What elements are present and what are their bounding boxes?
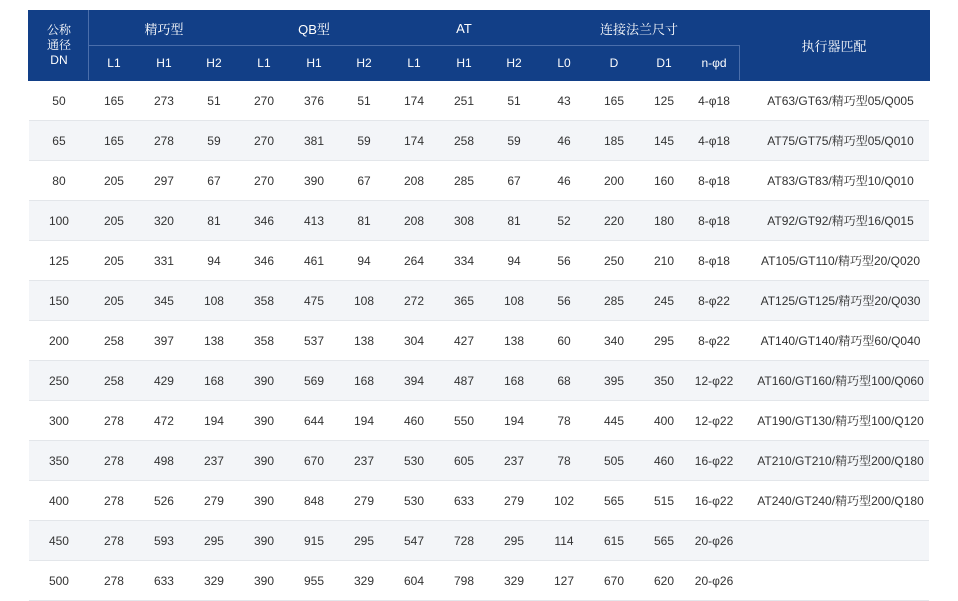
cell-dn: 125 <box>29 241 89 281</box>
cell-value: 165 <box>89 121 139 161</box>
cell-value: 285 <box>589 281 639 321</box>
cell-value: 397 <box>139 321 189 361</box>
specification-table <box>28 10 929 601</box>
cell-value: 505 <box>589 441 639 481</box>
cell-value: 59 <box>339 121 389 161</box>
cell-value: 56 <box>539 281 589 321</box>
cell-value: 16-φ22 <box>689 441 739 481</box>
cell-value: 515 <box>639 481 689 521</box>
cell-actuator <box>739 561 929 601</box>
header-line-2: 通径 <box>46 38 71 52</box>
subheader-qb-h1: H1 <box>289 46 339 81</box>
cell-value: 205 <box>89 241 139 281</box>
cell-value: 258 <box>89 321 139 361</box>
cell-value: 60 <box>539 321 589 361</box>
cell-value: 633 <box>439 481 489 521</box>
cell-value: 250 <box>589 241 639 281</box>
cell-value: 279 <box>339 481 389 521</box>
cell-value: 205 <box>89 201 139 241</box>
cell-value: 278 <box>89 521 139 561</box>
cell-value: 174 <box>389 81 439 121</box>
cell-value: 245 <box>639 281 689 321</box>
cell-value: 125 <box>639 81 689 121</box>
cell-value: 358 <box>239 321 289 361</box>
cell-value: 208 <box>389 161 439 201</box>
cell-actuator: AT140/GT140/精巧型60/Q040 <box>739 321 929 361</box>
cell-value: 390 <box>239 441 289 481</box>
cell-value: 145 <box>639 121 689 161</box>
cell-value: 530 <box>389 441 439 481</box>
cell-value: 565 <box>589 481 639 521</box>
table-row <box>29 321 929 361</box>
cell-value: 381 <box>289 121 339 161</box>
cell-value: 304 <box>389 321 439 361</box>
cell-value: 346 <box>239 241 289 281</box>
cell-dn: 400 <box>29 481 89 521</box>
cell-dn: 300 <box>29 401 89 441</box>
table-row <box>29 81 929 121</box>
cell-value: 848 <box>289 481 339 521</box>
table-row <box>29 481 929 521</box>
group-header-compact: 精巧型 <box>89 11 239 46</box>
cell-value: 108 <box>339 281 389 321</box>
cell-value: 67 <box>489 161 539 201</box>
cell-value: 331 <box>139 241 189 281</box>
cell-actuator: AT83/GT83/精巧型10/Q010 <box>739 161 929 201</box>
cell-value: 526 <box>139 481 189 521</box>
cell-dn: 200 <box>29 321 89 361</box>
cell-value: 12-φ22 <box>689 401 739 441</box>
cell-value: 251 <box>439 81 489 121</box>
cell-value: 569 <box>289 361 339 401</box>
group-header-flange: 连接法兰尺寸 <box>539 11 739 46</box>
cell-value: 390 <box>289 161 339 201</box>
cell-actuator: AT240/GT240/精巧型200/Q180 <box>739 481 929 521</box>
cell-value: 51 <box>339 81 389 121</box>
cell-value: 59 <box>489 121 539 161</box>
cell-value: 200 <box>589 161 639 201</box>
cell-value: 67 <box>189 161 239 201</box>
cell-value: 537 <box>289 321 339 361</box>
cell-value: 108 <box>489 281 539 321</box>
cell-value: 394 <box>389 361 439 401</box>
cell-value: 237 <box>489 441 539 481</box>
cell-actuator: AT125/GT125/精巧型20/Q030 <box>739 281 929 321</box>
cell-value: 593 <box>139 521 189 561</box>
cell-value: 51 <box>189 81 239 121</box>
cell-value: 376 <box>289 81 339 121</box>
table-row <box>29 121 929 161</box>
subheader-compact-h1: H1 <box>139 46 189 81</box>
group-header-at: AT <box>389 11 539 46</box>
cell-value: 604 <box>389 561 439 601</box>
cell-value: 461 <box>289 241 339 281</box>
table-row <box>29 281 929 321</box>
cell-dn: 350 <box>29 441 89 481</box>
cell-value: 633 <box>139 561 189 601</box>
cell-value: 620 <box>639 561 689 601</box>
cell-value: 8-φ22 <box>689 281 739 321</box>
table-row <box>29 521 929 561</box>
cell-value: 728 <box>439 521 489 561</box>
cell-value: 530 <box>389 481 439 521</box>
cell-value: 4-φ18 <box>689 81 739 121</box>
cell-value: 390 <box>239 521 289 561</box>
cell-value: 644 <box>289 401 339 441</box>
cell-value: 605 <box>439 441 489 481</box>
cell-value: 194 <box>489 401 539 441</box>
cell-value: 279 <box>189 481 239 521</box>
subheader-qb-l1: L1 <box>239 46 289 81</box>
cell-value: 329 <box>339 561 389 601</box>
cell-value: 498 <box>139 441 189 481</box>
table-row <box>29 241 929 281</box>
cell-value: 270 <box>239 161 289 201</box>
table-row <box>29 441 929 481</box>
cell-value: 358 <box>239 281 289 321</box>
cell-dn: 450 <box>29 521 89 561</box>
subheader-compact-h2: H2 <box>189 46 239 81</box>
cell-value: 279 <box>489 481 539 521</box>
cell-value: 345 <box>139 281 189 321</box>
cell-dn: 50 <box>29 81 89 121</box>
cell-value: 12-φ22 <box>689 361 739 401</box>
subheader-flange-l0: L0 <box>539 46 589 81</box>
cell-value: 270 <box>239 81 289 121</box>
table-header <box>29 11 929 81</box>
cell-value: 220 <box>589 201 639 241</box>
cell-value: 670 <box>289 441 339 481</box>
table-row <box>29 361 929 401</box>
cell-value: 56 <box>539 241 589 281</box>
cell-value: 52 <box>539 201 589 241</box>
cell-value: 295 <box>639 321 689 361</box>
header-line-1: 公称 <box>46 23 71 37</box>
cell-value: 278 <box>89 441 139 481</box>
cell-value: 390 <box>239 481 289 521</box>
cell-value: 81 <box>339 201 389 241</box>
cell-value: 78 <box>539 401 589 441</box>
cell-value: 20-φ26 <box>689 561 739 601</box>
cell-value: 138 <box>339 321 389 361</box>
header-line-3: DN <box>50 53 68 67</box>
cell-dn: 500 <box>29 561 89 601</box>
subheader-qb-h2: H2 <box>339 46 389 81</box>
table-row <box>29 161 929 201</box>
cell-value: 208 <box>389 201 439 241</box>
cell-value: 94 <box>189 241 239 281</box>
cell-actuator: AT190/GT130/精巧型100/Q120 <box>739 401 929 441</box>
cell-value: 264 <box>389 241 439 281</box>
cell-value: 185 <box>589 121 639 161</box>
cell-value: 81 <box>489 201 539 241</box>
cell-value: 413 <box>289 201 339 241</box>
cell-value: 460 <box>389 401 439 441</box>
cell-value: 205 <box>89 161 139 201</box>
subheader-at-h2: H2 <box>489 46 539 81</box>
cell-value: 475 <box>289 281 339 321</box>
cell-value: 472 <box>139 401 189 441</box>
cell-value: 237 <box>339 441 389 481</box>
cell-value: 81 <box>189 201 239 241</box>
cell-value: 278 <box>139 121 189 161</box>
table-row <box>29 201 929 241</box>
cell-value: 445 <box>589 401 639 441</box>
subheader-at-h1: H1 <box>439 46 489 81</box>
cell-value: 59 <box>189 121 239 161</box>
cell-value: 295 <box>189 521 239 561</box>
cell-value: 67 <box>339 161 389 201</box>
cell-value: 427 <box>439 321 489 361</box>
cell-value: 205 <box>89 281 139 321</box>
table-row <box>29 561 929 601</box>
cell-value: 429 <box>139 361 189 401</box>
cell-dn: 150 <box>29 281 89 321</box>
cell-value: 390 <box>239 401 289 441</box>
cell-value: 278 <box>89 561 139 601</box>
cell-value: 295 <box>339 521 389 561</box>
cell-value: 8-φ18 <box>689 241 739 281</box>
cell-value: 127 <box>539 561 589 601</box>
cell-value: 43 <box>539 81 589 121</box>
cell-value: 487 <box>439 361 489 401</box>
cell-value: 615 <box>589 521 639 561</box>
cell-value: 114 <box>539 521 589 561</box>
subheader-at-l1: L1 <box>389 46 439 81</box>
cell-value: 390 <box>239 361 289 401</box>
cell-value: 210 <box>639 241 689 281</box>
cell-value: 78 <box>539 441 589 481</box>
cell-value: 270 <box>239 121 289 161</box>
cell-value: 955 <box>289 561 339 601</box>
cell-value: 258 <box>439 121 489 161</box>
cell-value: 278 <box>89 481 139 521</box>
cell-value: 460 <box>639 441 689 481</box>
cell-value: 346 <box>239 201 289 241</box>
header-nominal-diameter <box>29 11 89 81</box>
cell-value: 258 <box>89 361 139 401</box>
subheader-flange-d: D <box>589 46 639 81</box>
cell-value: 108 <box>189 281 239 321</box>
cell-dn: 80 <box>29 161 89 201</box>
cell-value: 390 <box>239 561 289 601</box>
cell-value: 350 <box>639 361 689 401</box>
cell-dn: 250 <box>29 361 89 401</box>
cell-actuator <box>739 521 929 561</box>
cell-value: 329 <box>489 561 539 601</box>
cell-value: 547 <box>389 521 439 561</box>
cell-value: 334 <box>439 241 489 281</box>
cell-value: 138 <box>489 321 539 361</box>
cell-value: 395 <box>589 361 639 401</box>
cell-value: 340 <box>589 321 639 361</box>
cell-actuator: AT63/GT63/精巧型05/Q005 <box>739 81 929 121</box>
header-actuator-match: 执行器匹配 <box>739 11 929 81</box>
cell-value: 400 <box>639 401 689 441</box>
cell-value: 365 <box>439 281 489 321</box>
cell-value: 278 <box>89 401 139 441</box>
cell-value: 308 <box>439 201 489 241</box>
cell-actuator: AT92/GT92/精巧型16/Q015 <box>739 201 929 241</box>
cell-value: 237 <box>189 441 239 481</box>
cell-value: 272 <box>389 281 439 321</box>
subheader-flange-nd: n-φd <box>689 46 739 81</box>
cell-value: 295 <box>489 521 539 561</box>
cell-value: 51 <box>489 81 539 121</box>
table-row <box>29 401 929 441</box>
cell-value: 194 <box>339 401 389 441</box>
subheader-compact-l1: L1 <box>89 46 139 81</box>
cell-value: 16-φ22 <box>689 481 739 521</box>
cell-value: 168 <box>339 361 389 401</box>
cell-value: 168 <box>489 361 539 401</box>
cell-value: 165 <box>589 81 639 121</box>
cell-value: 174 <box>389 121 439 161</box>
cell-value: 102 <box>539 481 589 521</box>
cell-value: 550 <box>439 401 489 441</box>
cell-value: 4-φ18 <box>689 121 739 161</box>
cell-value: 285 <box>439 161 489 201</box>
cell-actuator: AT160/GT160/精巧型100/Q060 <box>739 361 929 401</box>
cell-value: 670 <box>589 561 639 601</box>
cell-value: 273 <box>139 81 189 121</box>
cell-value: 8-φ18 <box>689 161 739 201</box>
group-header-row <box>29 11 929 46</box>
cell-value: 180 <box>639 201 689 241</box>
cell-value: 165 <box>89 81 139 121</box>
cell-value: 329 <box>189 561 239 601</box>
cell-value: 20-φ26 <box>689 521 739 561</box>
cell-value: 565 <box>639 521 689 561</box>
cell-value: 46 <box>539 161 589 201</box>
cell-value: 94 <box>339 241 389 281</box>
cell-value: 915 <box>289 521 339 561</box>
cell-value: 297 <box>139 161 189 201</box>
cell-dn: 65 <box>29 121 89 161</box>
cell-value: 8-φ22 <box>689 321 739 361</box>
cell-value: 8-φ18 <box>689 201 739 241</box>
cell-value: 46 <box>539 121 589 161</box>
cell-value: 138 <box>189 321 239 361</box>
cell-value: 160 <box>639 161 689 201</box>
cell-value: 168 <box>189 361 239 401</box>
cell-value: 94 <box>489 241 539 281</box>
group-header-qb: QB型 <box>239 11 389 46</box>
cell-actuator: AT75/GT75/精巧型05/Q010 <box>739 121 929 161</box>
cell-actuator: AT105/GT110/精巧型20/Q020 <box>739 241 929 281</box>
cell-value: 798 <box>439 561 489 601</box>
cell-value: 194 <box>189 401 239 441</box>
cell-actuator: AT210/GT210/精巧型200/Q180 <box>739 441 929 481</box>
subheader-flange-d1: D1 <box>639 46 689 81</box>
cell-value: 68 <box>539 361 589 401</box>
table-body <box>29 81 929 601</box>
cell-value: 320 <box>139 201 189 241</box>
cell-dn: 100 <box>29 201 89 241</box>
